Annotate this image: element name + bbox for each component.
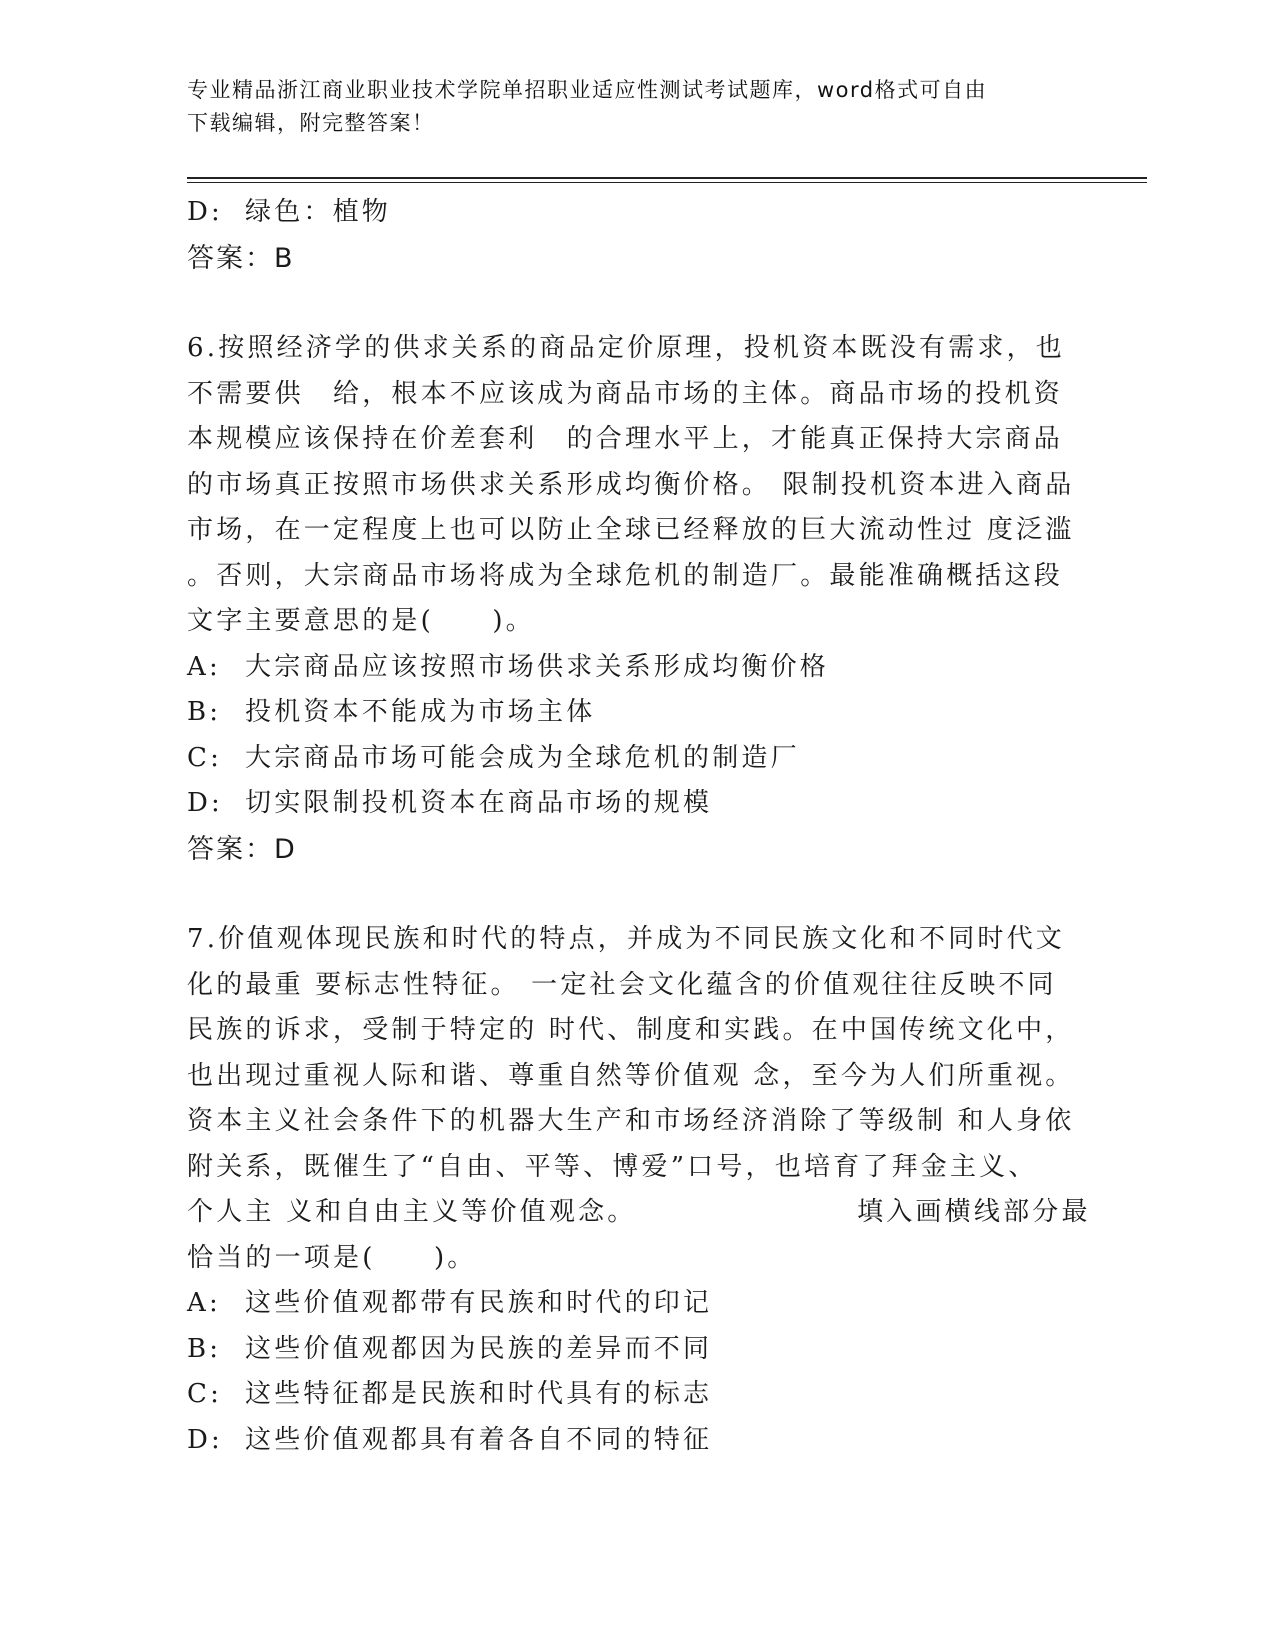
option-text: 投机资本不能成为市场主体 [245,697,596,727]
option-key: A: [187,651,221,682]
question-7-option-d [187,1418,1077,1464]
page-content [187,190,1091,1463]
option-text: 这些价值观都因为民族的差异而不同 [245,1333,713,1364]
header-rule-thin [187,182,1147,183]
prev-option-d [187,190,1077,236]
question-7-option-c [187,1372,1077,1418]
option-text: 切实限制投机资本在商品市场的规模 [245,788,713,818]
prev-answer: 答案：B [187,242,295,274]
question-7-option-a [187,1281,1077,1327]
question-6-line: 本规模应该保持在价差套利 的合理水平上，才能真正保持大宗商品 [187,424,1064,454]
question-7-line: 也出现过重视人际和谐、尊重自然等价值观 念，至今为人们所重视。 [187,1060,1075,1091]
option-key: B: [187,697,222,727]
header-line-1: 专业精品浙江商业职业技术学院单招职业适应性测试考试题库，word格式可自由 [187,78,988,102]
question-6 [187,326,1077,872]
question-7-line: 个人主 义和自由主义等价值观念。 填入画横线部分最 [187,1197,1091,1227]
question-6-line: 6.按照经济学的供求关系的商品定价原理，投机资本既没有需求，也 [187,333,1066,363]
option-key: C: [187,1379,223,1409]
spacer [187,872,1077,917]
question-6-line: 市场，在一定程度上也可以防止全球已经释放的巨大流动性过 度泛滥 [187,515,1075,545]
question-7-line: 化的最重 要标志性特征。 一定社会文化蕴含的价值观往往反映不同 [187,969,1057,1000]
option-text: 大宗商品应该按照市场供求关系形成均衡价格 [245,651,830,682]
question-7-line: 附关系，既催生了“自由、平等、博爱”口号，也培育了拜金主义、 [187,1151,1038,1182]
option-key: B: [187,1333,222,1364]
option-text: 这些特征都是民族和时代具有的标志 [245,1379,713,1409]
question-6-option-c [187,736,1077,782]
question-6-answer: 答案：D [187,833,297,865]
question-7-option-b [187,1327,1077,1373]
option-key: D: [187,1424,224,1455]
option-key: D: [187,197,224,227]
page-header [187,74,1067,140]
question-7-line: 民族的诉求，受制于特定的 时代、制度和实践。在中国传统文化中， [187,1015,1075,1045]
header-line-2: 下载编辑，附完整答案！ [187,111,435,135]
option-key: A: [187,1288,221,1318]
option-text: 绿色：植物 [245,197,392,227]
question-7-line: 恰当的一项是( )。 [187,1242,477,1273]
question-7-line: 7.价值观体现民族和时代的特点，并成为不同民族文化和不同时代文 [187,924,1066,954]
option-text: 这些价值观都带有民族和时代的印记 [245,1288,713,1318]
question-6-line: 文字主要意思的是( )。 [187,606,535,636]
question-6-option-a [187,645,1077,691]
question-6-line: 不需要供 给，根本不应该成为商品市场的主体。商品市场的投机资 [187,378,1064,409]
question-6-line: 。否则，大宗商品市场将成为全球危机的制造厂。最能准确概括这段 [187,560,1064,591]
question-7-line: 资本主义社会条件下的机器大生产和市场经济消除了等级制 和人身依 [187,1106,1075,1136]
spacer [187,281,1077,326]
question-7 [187,917,1091,1463]
option-text: 这些价值观都具有着各自不同的特征 [245,1424,713,1455]
option-text: 大宗商品市场可能会成为全球危机的制造厂 [245,742,800,773]
question-6-option-b [187,690,1077,736]
question-6-line: 的市场真正按照市场供求关系形成均衡价格。 限制投机资本进入商品 [187,469,1075,500]
header-rule-thick [187,177,1147,179]
option-key: D: [187,788,224,818]
option-key: C: [187,742,223,773]
question-6-option-d [187,781,1077,827]
